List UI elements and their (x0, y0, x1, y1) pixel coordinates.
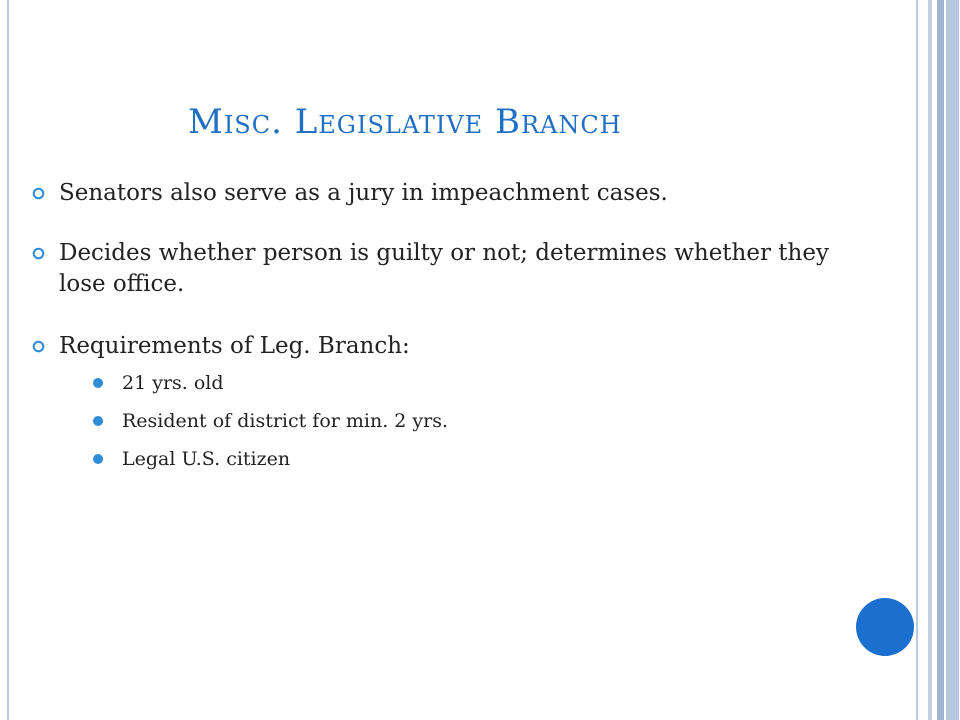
bullet-text: Decides whether person is guilty or not; determines whether they lose office. (59, 240, 829, 297)
subbullet-item (89, 410, 832, 433)
band-stripe (946, 0, 959, 720)
bullet-item (32, 331, 832, 471)
filled-dot-icon (93, 416, 103, 426)
bullet-list (32, 178, 832, 486)
bullet-text: Senators also serve as a jury in impeachment cases. (59, 180, 668, 206)
filled-dot-icon (93, 378, 103, 388)
bullet-text: Requirements of Leg. Branch: (59, 333, 410, 359)
left-frame-line (7, 0, 9, 720)
right-decorative-band (924, 0, 960, 720)
hollow-circle-bullet-icon (32, 340, 45, 353)
hollow-circle-bullet-icon (32, 187, 45, 200)
band-stripe (928, 0, 932, 720)
subbullet-text: Resident of district for min. 2 yrs. (122, 410, 449, 432)
filled-dot-icon (93, 454, 103, 464)
subbullet-text: Legal U.S. citizen (122, 448, 291, 470)
subbullet-item (89, 448, 832, 471)
bullet-item (32, 178, 832, 209)
slide-title: Misc. Legislative Branch (188, 102, 622, 142)
subbullet-item (89, 372, 832, 395)
right-frame-line (916, 0, 918, 720)
bullet-item (32, 238, 832, 300)
band-stripe (937, 0, 944, 720)
subbullet-text: 21 yrs. old (122, 372, 224, 394)
subbullet-list (59, 372, 832, 471)
blue-circle-decoration (856, 598, 914, 656)
hollow-circle-bullet-icon (32, 247, 45, 260)
